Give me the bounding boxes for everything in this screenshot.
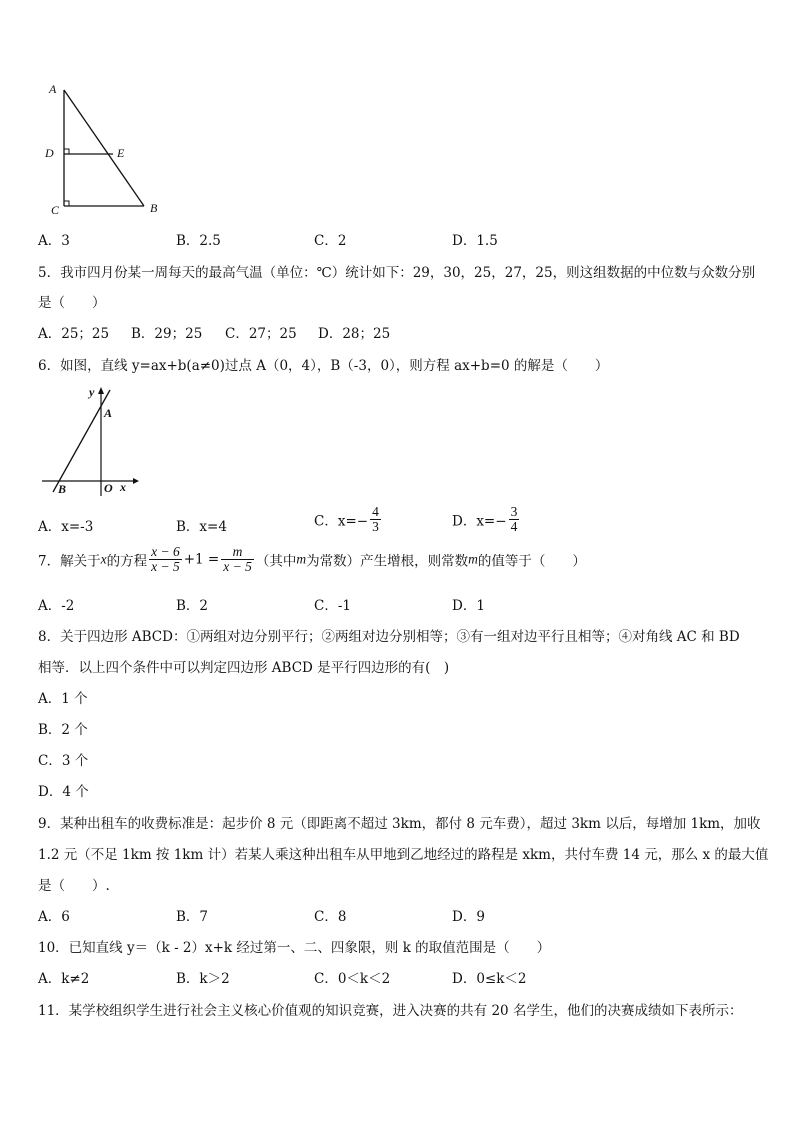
q7-text-3: （其中 (255, 553, 297, 570)
line-graph-figure (38, 384, 143, 499)
q7-var-x: x (100, 551, 107, 567)
right-angle-c (64, 201, 69, 206)
q9-option-c[interactable]: C．8 (314, 909, 347, 925)
q8-option-a[interactable]: A．1 个 (38, 691, 88, 707)
label-a: A (49, 82, 57, 96)
right-angle-d (64, 149, 69, 154)
q7-stem (38, 545, 586, 574)
q6-option-d[interactable] (452, 505, 521, 534)
q6-option-c-num: 4 (372, 504, 379, 519)
q8-option-d[interactable]: D．4 个 (38, 784, 89, 800)
graph-label-o: O (104, 481, 113, 495)
q7-frac2-den: x − 5 (223, 559, 252, 574)
q9-option-d[interactable]: D．9 (452, 909, 485, 925)
q7-frac1-num: x − 6 (151, 544, 180, 559)
graph-label-y: y (89, 385, 95, 399)
q5-option-a[interactable]: A．25；25 (38, 326, 110, 342)
q7-option-c[interactable]: C．-1 (314, 598, 351, 614)
q6-option-b[interactable]: B．x=4 (176, 519, 227, 535)
q6-option-a[interactable]: A．x=-3 (38, 519, 94, 535)
q7-text-4: 为常数）产生增根，则常数 (306, 553, 469, 570)
q8-stem-line2: 相等．以上四个条件中可以判定四边形 ABCD 是平行四边形的有( ) (38, 660, 450, 676)
q7-text-5: 的值等于（ ） (477, 553, 586, 570)
q9-stem-line2: 1.2 元（不足 1km 按 1km 计）若某人乘这种出租车从甲地到乙地经过的路程是 xkm，共付车费 14 元，那么 x 的最大值 (38, 847, 769, 863)
q6-option-d-num: 3 (510, 504, 518, 519)
q6-option-c-prefix: C．x=− (314, 513, 369, 530)
q5-option-d[interactable]: D．28；25 (318, 326, 391, 342)
x-axis-arrow (133, 478, 139, 484)
side-ab (64, 90, 144, 206)
q6-option-c[interactable] (314, 505, 383, 534)
q6-option-d-den: 4 (510, 519, 518, 534)
q7-text-1: 7．解关于 (38, 553, 101, 570)
q5-option-b[interactable]: B．29；25 (131, 326, 203, 342)
q7-frac2-num: m (221, 545, 254, 560)
q7-frac1-den: x − 5 (151, 559, 180, 574)
q5-stem-line2: 是（ ） (38, 295, 106, 311)
q6-option-c-den: 3 (372, 519, 379, 534)
q7-var-m2: m (468, 551, 478, 567)
triangle-figure (40, 80, 170, 220)
q7-text-mid: +1 = (183, 551, 220, 568)
q10-option-d[interactable]: D．0≤k＜2 (452, 971, 527, 987)
label-c: C (51, 203, 60, 217)
graph-label-a: A (104, 406, 113, 420)
q4-option-b[interactable]: B．2.5 (176, 233, 221, 249)
graph-label-x: x (120, 480, 126, 494)
q7-option-d[interactable]: D．1 (452, 598, 485, 614)
q4-option-d[interactable]: D．1.5 (452, 233, 498, 249)
q8-option-c[interactable]: C．3 个 (38, 753, 89, 769)
q9-option-b[interactable]: B．7 (176, 909, 209, 925)
label-b: B (150, 201, 158, 215)
q10-stem: 10．已知直线 y＝（k - 2）x+k 经过第一、二、四象限，则 k 的取值范围是（ ） (38, 940, 551, 956)
q9-stem-line3: 是（ ）. (38, 878, 110, 894)
y-axis-arrow (98, 387, 104, 394)
label-d: D (45, 146, 54, 160)
q6-option-d-prefix: D．x=− (452, 513, 507, 530)
q7-option-a[interactable]: A．-2 (38, 598, 75, 614)
q7-var-m: m (296, 551, 307, 567)
q4-option-a[interactable]: A．3 (38, 233, 70, 249)
q10-option-b[interactable]: B．k＞2 (176, 971, 230, 987)
q11-stem: 11．某学校组织学生进行社会主义核心价值观的知识竞赛，进入决赛的共有 20 名学生，他们的决赛成绩如下表所示： (38, 1003, 743, 1019)
label-e: E (117, 146, 125, 160)
q5-stem-line1: 5．我市四月份某一周每天的最高气温（单位：℃）统计如下：29，30，25，27，25，则这组数据的中位数与众数分别 (38, 265, 756, 281)
q10-option-a[interactable]: A．k≠2 (38, 971, 90, 987)
graph-label-b: B (58, 482, 67, 496)
q7-text-2: 的方程 (106, 553, 148, 570)
q6-stem: 6．如图，直线 y=ax+b(a≠0)过点 A（0，4），B（-3，0），则方程 ax+b=0 的解是（ ） (38, 358, 609, 374)
q8-option-b[interactable]: B．2 个 (38, 722, 88, 738)
q9-option-a[interactable]: A．6 (38, 909, 70, 925)
q10-option-c[interactable]: C．0＜k＜2 (314, 971, 391, 987)
q7-option-b[interactable]: B．2 (176, 598, 209, 614)
q5-option-c[interactable]: C．27；25 (225, 326, 297, 342)
q9-stem-line1: 9．某种出租车的收费标准是：起步价 8 元（即距离不超过 3km，都付 8 元车费），超过 3km 以后，每增加 1km，加收 (38, 816, 761, 832)
q4-option-c[interactable]: C．2 (314, 233, 347, 249)
q8-stem-line1: 8．关于四边形 ABCD：①两组对边分别平行；②两组对边分别相等；③有一组对边平行且相等；④对角线 AC 和 BD (38, 629, 740, 645)
